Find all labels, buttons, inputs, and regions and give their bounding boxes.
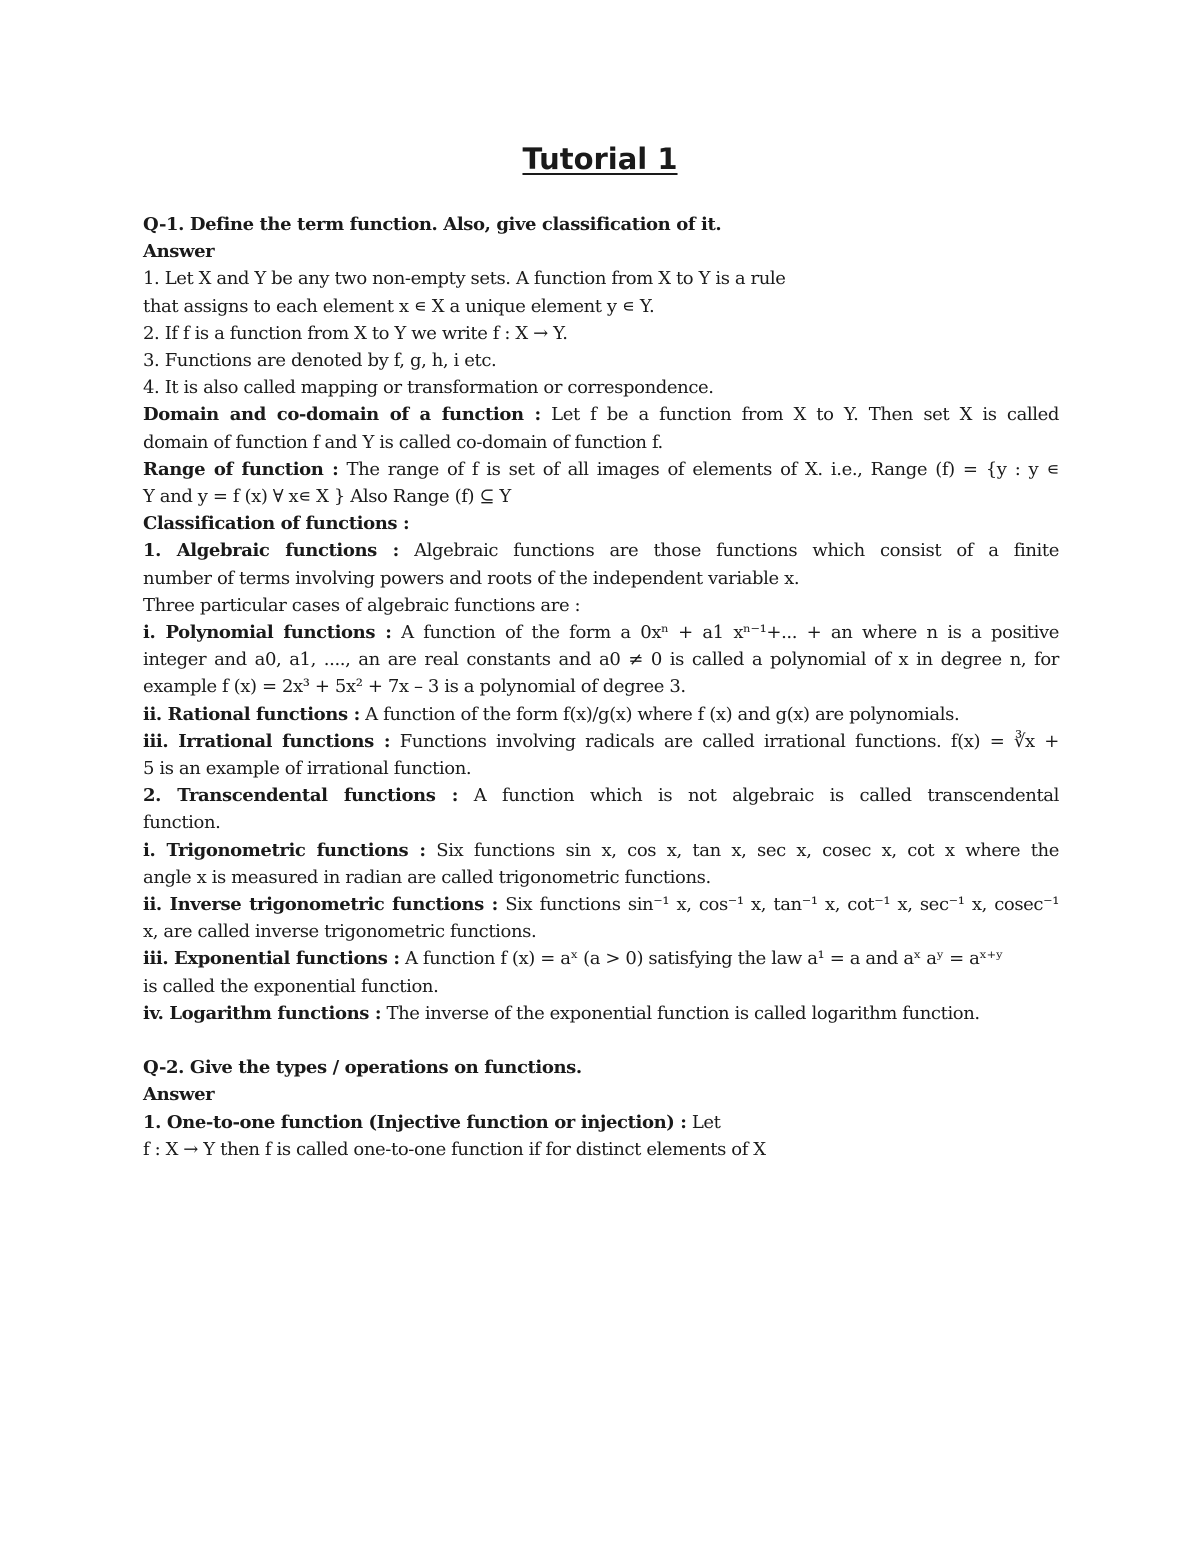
polynomial-line-1: i. Polynomial functions : A function of the form a 0xⁿ + a1 xⁿ⁻¹+... + an where n is a positive [143,622,1059,644]
document-body [143,211,1059,1163]
algebraic-line-1: 1. Algebraic functions : Algebraic functions are those functions which consist of a finite [143,540,1060,562]
logarithm-line-1: iv. Logarithm functions : The inverse of the exponential function is called logarithm function. [143,1002,980,1024]
range-paragraph-line-2: Y and y = f (x) ∀ x∊ X } Also Range (f) ⊆ Y [143,486,511,508]
domain-paragraph-line-2: domain of function f and Y is called co-domain of function f. [143,431,663,453]
rational-line-1: ii. Rational functions : A function of the form f(x)/g(x) where f (x) and g(x) are polynomials. [143,703,960,725]
paragraph-spacer [143,1027,1059,1054]
q1-answer-label: Answer [143,241,215,263]
inverse-trig-line-1: ii. Inverse trigonometric functions : Six functions sin⁻¹ x, cos⁻¹ x, tan⁻¹ x, cot⁻¹ x, sec⁻¹ x, cosec⁻¹ [143,894,1060,916]
exponential-line-1: iii. Exponential functions : A function f (x) = aˣ (a > 0) satisfying the law a¹ = a and aˣ aʸ = aˣ⁺ʸ [143,948,1003,970]
page-title: Tutorial 1 [522,142,678,176]
irrational-line-2: 5 is an example of irrational function. [143,758,472,780]
one-to-one-line-2: f : X → Y then f is called one-to-one function if for distinct elements of X [143,1138,766,1160]
q1-point-2: 2. If f is a function from X to Y we write f : X → Y. [143,322,568,344]
q1-point-3: 3. Functions are denoted by f, g, h, i etc. [143,350,497,372]
classification-heading: Classification of functions : [143,513,410,535]
range-paragraph-line-1: Range of function : The range of f is set of all images of elements of X. i.e., Range (f) = {y : y ∊ [143,458,1059,480]
q2-heading: Q-2. Give the types / operations on functions. [143,1057,582,1079]
domain-paragraph-line-1: Domain and co-domain of a function : Let f be a function from X to Y. Then set X is called [143,404,1060,426]
q2-answer-label: Answer [143,1084,215,1106]
q1-point-4: 4. It is also called mapping or transformation or correspondence. [143,377,714,399]
polynomial-line-2: integer and a0, a1, ...., an are real constants and a0 ≠ 0 is called a polynomial of x in degree n, for [143,649,1059,671]
transcendental-line-2: function. [143,812,221,834]
trigonometric-line-1: i. Trigonometric functions : Six functions sin x, cos x, tan x, sec x, cosec x, cot x where the [143,839,1059,861]
q1-point-1-line-1: 1. Let X and Y be any two non-empty sets. A function from X to Y is a rule [143,268,786,290]
q1-point-1-line-2: that assigns to each element x ∊ X a unique element y ∊ Y. [143,295,655,317]
algebraic-line-2: number of terms involving powers and roots of the independent variable x. [143,567,800,589]
polynomial-line-3: example f (x) = 2x³ + 5x² + 7x – 3 is a polynomial of degree 3. [143,676,686,698]
inverse-trig-line-2: x, are called inverse trigonometric functions. [143,921,537,943]
exponential-line-2: is called the exponential function. [143,975,439,997]
transcendental-line-1: 2. Transcendental functions : A function which is not algebraic is called transcendental [143,785,1059,807]
irrational-line-1: iii. Irrational functions : Functions involving radicals are called irrational functions. f(x) = ∛x + [143,730,1059,752]
trigonometric-line-2: angle x is measured in radian are called trigonometric functions. [143,866,711,888]
q1-heading: Q-1. Define the term function. Also, give classification of it. [143,214,722,235]
one-to-one-line-1: 1. One-to-one function (Injective function or injection) : Let [143,1111,721,1133]
algebraic-line-3: Three particular cases of algebraic functions are : [143,594,581,616]
